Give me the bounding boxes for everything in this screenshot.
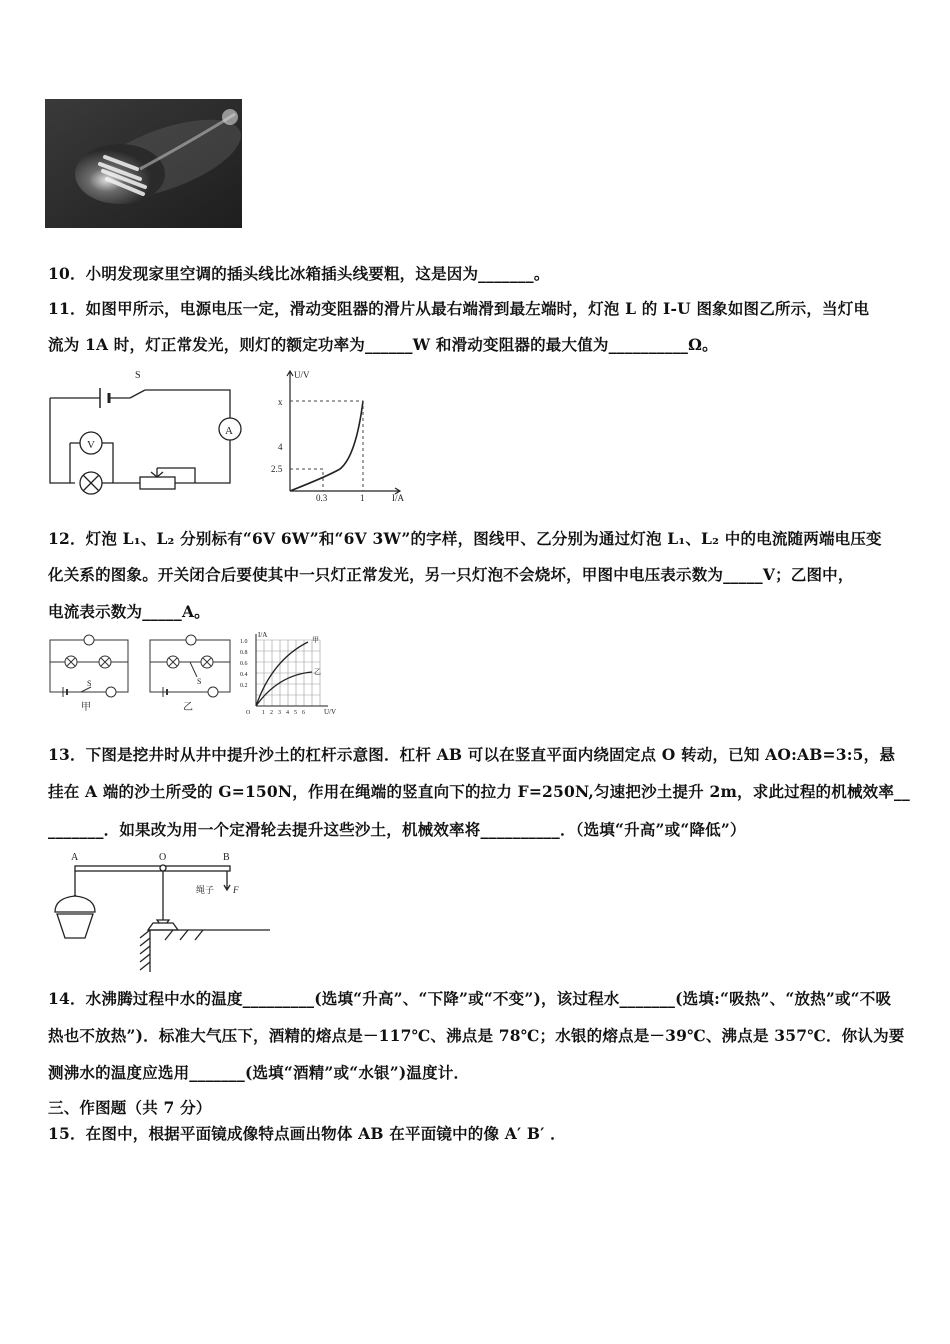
q12-jia-label: 甲 [81, 702, 91, 713]
q13-label-a: A [71, 852, 79, 863]
q13-label-o: O [159, 852, 167, 863]
q13-label-rope: 绳子 [196, 885, 215, 895]
question-12-line3: 电流表示数为_____A。 [48, 602, 210, 621]
q11-tick-1: 1 [360, 493, 365, 501]
q12-circuits [45, 632, 235, 714]
question-15: 15．在图中，根据平面镜成像特点画出物体 AB 在平面镜中的像 A′ B′ ． [48, 1124, 566, 1143]
question-11-line2: 流为 1A 时，灯正常发光，则灯的额定功率为______W 和滑动变阻器的最大值为__________Ω。 [48, 335, 718, 354]
q13-label-b: B [223, 852, 230, 863]
q11-iu-graph [268, 366, 418, 501]
question-10: 10．小明发现家里空调的插头线比冰箱插头线要粗，这是因为_______。 [48, 264, 550, 283]
q11-tick-4: 4 [278, 442, 283, 452]
q11-xaxis-label: I/A [392, 493, 404, 501]
q11-circuit-diagram [45, 368, 245, 498]
q12-xaxis-label: U/V [324, 708, 337, 716]
q12-iu-graph [238, 630, 338, 716]
q12-yaxis-label: I/A [258, 631, 268, 639]
q12-yi-switch: S [197, 677, 202, 686]
q12-tick-0.2: 0.2 [240, 683, 248, 689]
question-13-line1: 13．下图是挖井时从井中提升沙土的杠杆示意图．杠杆 AB 可以在竖直平面内绕固定点 O 转动，已知 AO:AB=3:5，悬 [48, 745, 896, 764]
q11-tick-0.3: 0.3 [316, 493, 328, 501]
q12-tick-1.0: 1.0 [240, 639, 248, 645]
question-13-line3: _______．如果改为用一个定滑轮去提升这些沙土，机械效率将__________．（选填“升高”或“降低”） [48, 820, 746, 839]
q13-lever-diagram [45, 850, 285, 975]
question-11-line1: 11．如图甲所示，电源电压一定，滑动变阻器的滑片从最右端滑到最左端时，灯泡 L 的 I-U 图象如图乙所示，当灯电 [48, 299, 870, 318]
question-13-line2: 挂在 A 端的沙土所受的 G=150N，作用在绳端的竖直向下的拉力 F=250N,匀速把沙土提升 2m，求此过程的机械效率__ [48, 782, 910, 801]
q12-tick-0.8: 0.8 [240, 650, 248, 656]
discharge-photo [45, 99, 242, 228]
q12-curve-jia: 甲 [312, 636, 319, 644]
q11-ammeter-label: A [225, 425, 233, 437]
q12-jia-switch: S [87, 679, 92, 688]
q12-curve-yi: 乙 [314, 668, 321, 676]
q12-tick-x1: 1 [262, 710, 265, 716]
q12-tick-x3: 3 [278, 710, 281, 716]
question-14-line3: 测沸水的温度应选用_______(选填“酒精”或“水银”)温度计． [48, 1063, 470, 1082]
q11-switch-label: S [135, 370, 141, 381]
q11-tick-x: x [278, 397, 283, 407]
q12-tick-0.6: 0.6 [240, 661, 248, 667]
q12-tick-x6: 6 [302, 710, 305, 716]
q11-tick-2.5: 2.5 [271, 464, 283, 474]
q12-tick-x4: 4 [286, 710, 289, 716]
q12-tick-x2: 2 [270, 710, 273, 716]
q11-voltmeter-label: V [87, 439, 95, 451]
question-12-line2: 化关系的图象。开关闭合后要使其中一只灯正常发光，另一只灯泡不会烧坏，甲图中电压表示数为_____V；乙图中， [48, 565, 854, 584]
q12-tick-0.4: 0.4 [240, 672, 248, 678]
question-12-line1: 12．灯泡 L₁、L₂ 分别标有“6V 6W”和“6V 3W”的字样，图线甲、乙分别为通过灯泡 L₁、L₂ 中的电流随两端电压变 [48, 529, 882, 548]
q13-label-f: F [233, 885, 239, 895]
question-14-line1: 14．水沸腾过程中水的温度_________(选填“升高”、“下降”或“不变”)，该过程水_______(选填:“吸热”、“放热”或“不吸 [48, 989, 892, 1008]
question-14-line2: 热也不放热”)．标准大气压下，酒精的熔点是－117℃、沸点是 78℃；水银的熔点是－39℃、沸点是 357℃．你认为要 [48, 1026, 905, 1045]
q12-yi-label: 乙 [183, 702, 193, 713]
q12-tick-origin: O [246, 710, 251, 716]
section-3-heading: 三、作图题（共 7 分） [48, 1098, 212, 1117]
q11-yaxis-label: U/V [294, 370, 310, 380]
q12-tick-x5: 5 [294, 710, 297, 716]
